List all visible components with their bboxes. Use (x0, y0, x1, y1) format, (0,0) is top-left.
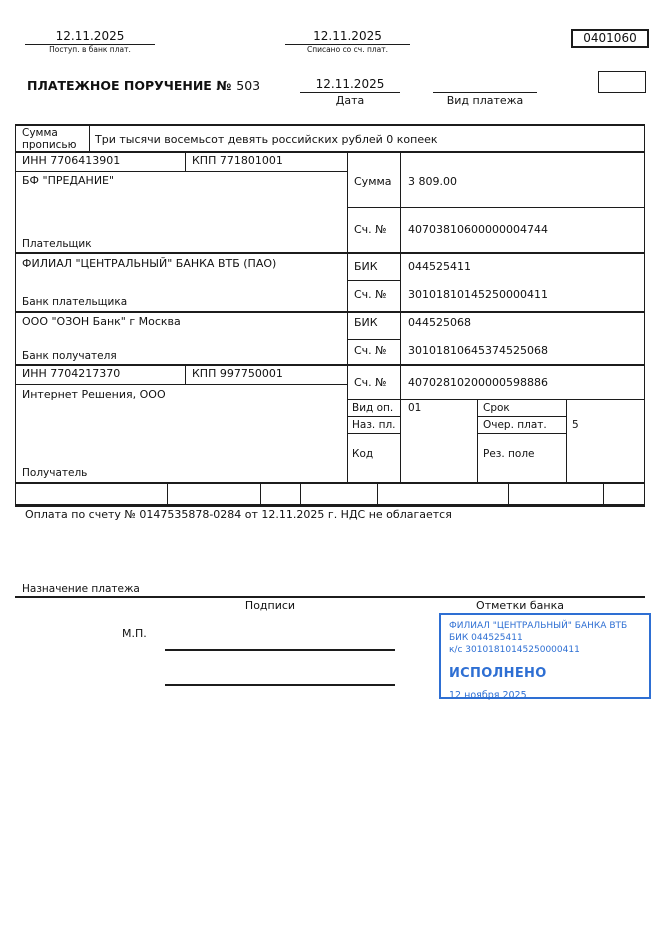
purpose-bottom-border (15, 596, 645, 598)
doc-date-label: Дата (335, 94, 365, 107)
purpose-text: Оплата по счету № 0147535878-0284 от 12.11.2025 г. НДС не облагается (25, 508, 452, 521)
payer-inn-row-border (15, 171, 347, 172)
cells-row-divider-6 (603, 482, 604, 504)
payment-type-label: Вид платежа (446, 94, 524, 107)
payer-label: Плательщик (22, 238, 92, 250)
op-type-value: 01 (408, 402, 422, 414)
label-value-divider (400, 151, 401, 484)
term-label: Срок (483, 402, 510, 414)
recipient-bank-bik-label: БИК (354, 316, 378, 329)
bank-stamp (439, 613, 651, 699)
received-date-label: Поступ. в банк плат. (49, 45, 131, 54)
bank-marks-label: Отметки банка (476, 599, 564, 612)
stamp-date: 12 ноября 2025 (449, 689, 527, 701)
cells-row-divider-5 (508, 482, 509, 504)
table-right-border (644, 124, 645, 506)
code-label: Код (352, 448, 374, 460)
term-row-border (477, 416, 566, 417)
recipient-label: Получатель (22, 467, 88, 479)
purpose-label: Назначение платежа (22, 583, 140, 595)
recipient-bank-name: ООО "ОЗОН Банк" г Москва (22, 315, 181, 328)
payer-name: БФ "ПРЕДАНИЕ" (22, 174, 115, 187)
stamp-status: ИСПОЛНЕНО (449, 666, 547, 682)
payer-bank-account: 30101810145250000411 (408, 288, 548, 301)
pay-purpose-label: Наз. пл. (352, 419, 396, 431)
recipient-name: Интернет Решения, ООО (22, 388, 166, 401)
recipient-bank-account: 30101810645374525068 (408, 344, 548, 357)
doc-date: 12.11.2025 (315, 77, 385, 91)
recipient-bank-label: Банк получателя (22, 350, 117, 362)
cells-row-divider-4 (377, 482, 378, 504)
table-top-border (15, 124, 645, 126)
form-code: 0401060 (583, 31, 637, 45)
payer-kpp-divider (185, 151, 186, 172)
payer-row-border (15, 252, 645, 254)
reserve-field-label: Рез. поле (483, 448, 535, 460)
table-bottom-border (15, 482, 645, 484)
recipient-inn: ИНН 7704217370 (22, 367, 121, 380)
amount-row-border (347, 207, 645, 208)
debited-date-label: Списано со сч. плат. (306, 45, 389, 54)
debited-date: 12.11.2025 (313, 29, 382, 43)
op-type-label: Вид оп. (352, 402, 394, 414)
payer-bank-account-label: Сч. № (354, 288, 387, 301)
op-type-row-border (347, 416, 400, 417)
payer-bank-row-border (15, 311, 645, 313)
stamp-bank-name: ФИЛИАЛ "ЦЕНТРАЛЬНЫЙ" БАНКА ВТБ (449, 621, 628, 631)
stamp-corr-account: к/с 30101810145250000411 (449, 645, 580, 656)
amount-in-words-label: Сумма прописью (22, 127, 77, 152)
amount-words-divider (89, 124, 90, 153)
recipient-bank-row-border (15, 364, 645, 366)
recipient-inn-row-border (15, 384, 347, 385)
form-code-box (571, 29, 649, 48)
signature-line-1 (165, 649, 395, 651)
amount-label: Сумма (354, 175, 392, 188)
recipient-kpp: КПП 997750001 (192, 367, 283, 380)
priority-label: Очер. плат. (483, 419, 547, 431)
amount-in-words: Три тысячи восемьсот девять российских рублей 0 копеек (95, 133, 438, 146)
payer-inn: ИНН 7706413901 (22, 154, 121, 167)
recipient-bank-bik: 044525068 (408, 316, 471, 329)
amount-value: 3 809.00 (408, 175, 457, 188)
stamp-bik: БИК 044525411 (449, 633, 523, 644)
mp-label: М.П. (122, 627, 147, 640)
recipient-bank-account-label: Сч. № (354, 344, 387, 357)
recipient-account-label: Сч. № (354, 376, 387, 389)
cells-row-divider-3 (300, 482, 301, 504)
recipient-kpp-divider (185, 364, 186, 385)
signatures-label: Подписи (244, 599, 296, 612)
payer-account-label: Сч. № (354, 223, 387, 236)
payer-bank-name: ФИЛИАЛ "ЦЕНТРАЛЬНЫЙ" БАНКА ВТБ (ПАО) (22, 257, 277, 270)
table-left-border (15, 124, 16, 506)
doc-title-text: ПЛАТЕЖНОЕ ПОРУЧЕНИЕ № (27, 78, 232, 93)
recipient-account-row-border (347, 399, 645, 400)
received-date: 12.11.2025 (55, 29, 125, 43)
cells-row-divider-2 (260, 482, 261, 504)
priority-value: 5 (572, 419, 579, 431)
main-column-divider (347, 151, 348, 484)
doc-title (27, 79, 260, 93)
payer-kpp: КПП 771801001 (192, 154, 283, 167)
payer-bank-bik-label: БИК (354, 260, 378, 273)
payer-bank-label: Банк плательщика (22, 296, 128, 308)
payer-bank-bik-row-border (347, 280, 400, 281)
recipient-account: 40702810200000598886 (408, 376, 548, 389)
payment-type-line (433, 92, 537, 93)
term-column-divider (477, 399, 478, 484)
amount-words-bottom-border (15, 151, 645, 153)
pay-purpose-row-border (347, 433, 400, 434)
doc-number: 503 (236, 78, 261, 93)
payer-bank-bik: 044525411 (408, 260, 471, 273)
signature-line-2 (165, 684, 395, 686)
priority-row-border (477, 433, 566, 434)
payer-account: 40703810600000004744 (408, 223, 548, 236)
payment-type-box (598, 71, 646, 93)
term-value-divider (566, 399, 567, 484)
recipient-bank-bik-row-border (347, 339, 400, 340)
cells-row-divider-1 (167, 482, 168, 504)
doc-date-underline (300, 92, 400, 93)
cells-row-bottom-border (15, 504, 645, 507)
